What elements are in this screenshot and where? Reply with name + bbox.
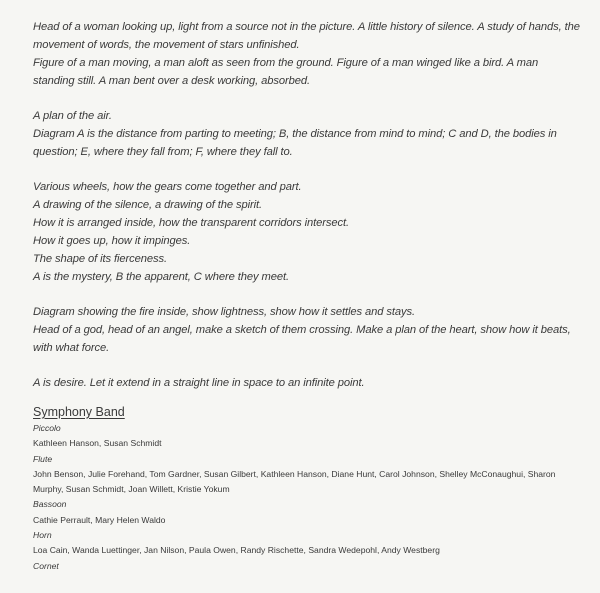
poem-line: Diagram showing the fire inside, show lightness, show how it settles and stays. xyxy=(33,306,415,318)
roster-section-piccolo xyxy=(33,421,581,452)
poem-line: A plan of the air. xyxy=(33,110,112,122)
poem-line: Diagram A is the distance from parting to meeting; B, the distance from mind to mind; C and D, the bodies in question; E, where they fall from; F, where they fall to. xyxy=(33,128,557,158)
poem-line: Head of a woman looking up, light from a source not in the picture. A little history of silence. A study of hands, the movement of words, the movement of stars unfinished. xyxy=(33,21,580,51)
roster-section-bassoon xyxy=(33,497,581,528)
players-list: Loa Cain, Wanda Luettinger, Jan Nilson, Paula Owen, Randy Rischette, Sandra Wedepohl, Andy Westberg xyxy=(33,545,440,556)
instrument-heading: Cornet xyxy=(33,560,59,571)
poem-line: A is desire. Let it extend in a straight line in space to an infinite point. xyxy=(33,377,365,389)
poem-stanza xyxy=(33,374,581,392)
players-list: Cathie Perrault, Mary Helen Waldo xyxy=(33,514,166,525)
band-roster xyxy=(33,404,581,574)
instrument-heading: Bassoon xyxy=(33,499,67,510)
instrument-heading: Horn xyxy=(33,530,52,541)
instrument-heading: Piccolo xyxy=(33,423,61,433)
players-list: John Benson, Julie Forehand, Tom Gardner, Susan Gilbert, Kathleen Hanson, Diane Hunt, Carol Johnson, Shelley McConaughui, Sharon Murphy, Susan Schmidt, Joan Willett, Kristie Yokum xyxy=(33,468,556,495)
poem-line: The shape of its fierceness. xyxy=(33,253,168,265)
poem-line: A is the mystery, B the apparent, C where they meet. xyxy=(33,271,289,283)
poem-line: Head of a god, head of an angel, make a sketch of them crossing. Make a plan of the heart, show how it beats, with what force. xyxy=(33,324,571,354)
poem-text xyxy=(33,18,581,409)
roster-section-flute xyxy=(33,452,581,498)
poem-stanza xyxy=(33,178,581,286)
players-list: Kathleen Hanson, Susan Schmidt xyxy=(33,438,162,449)
roster-section-horn xyxy=(33,528,581,559)
poem-stanza xyxy=(33,107,581,161)
poem-line: Figure of a man moving, a man aloft as seen from the ground. Figure of a man winged like a bird. A man standing still. A man bent over a desk working, absorbed. xyxy=(33,57,539,87)
instrument-heading: Flute xyxy=(33,453,53,464)
roster-section-cornet xyxy=(33,559,581,574)
poem-stanza xyxy=(33,303,581,357)
poem-line: How it goes up, how it impinges. xyxy=(33,235,191,247)
poem-line: Various wheels, how the gears come together and part. xyxy=(33,181,302,193)
poem-line: How it is arranged inside, how the transparent corridors intersect. xyxy=(33,217,350,229)
poem-stanza xyxy=(33,18,581,90)
poem-line: A drawing of the silence, a drawing of the spirit. xyxy=(33,199,263,211)
roster-title: Symphony Band xyxy=(33,405,125,419)
